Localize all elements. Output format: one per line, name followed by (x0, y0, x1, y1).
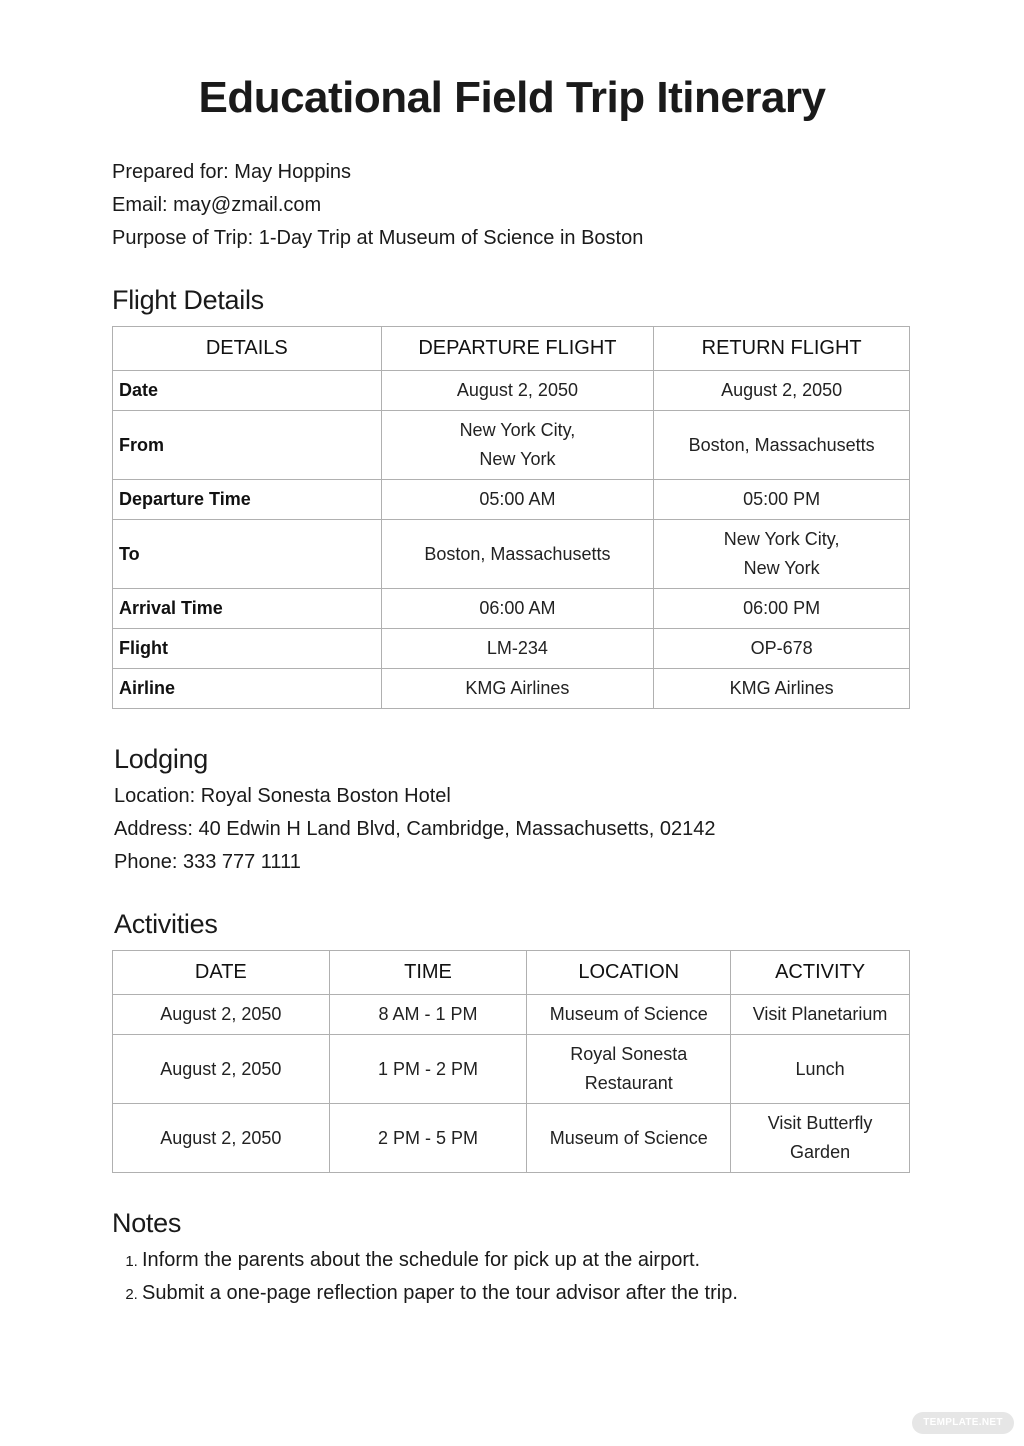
column-header: LOCATION (527, 951, 731, 995)
table-row (113, 520, 910, 589)
table-header-row (113, 327, 910, 371)
column-header: RETURN FLIGHT (654, 327, 910, 371)
table-row (113, 371, 910, 411)
lodging-location: Location: Royal Sonesta Boston Hotel (114, 785, 451, 807)
return-cell: OP-678 (654, 629, 910, 669)
cell-line: New York City, (723, 529, 840, 549)
return-cell: 05:00 PM (654, 480, 910, 520)
cell-line: New York (743, 558, 820, 578)
date-cell: August 2, 2050 (113, 1035, 330, 1104)
lodging-info (114, 780, 715, 879)
activity-cell: Visit Planetarium (731, 995, 910, 1035)
column-header: TIME (329, 951, 527, 995)
table-row (113, 995, 910, 1035)
table-row (113, 669, 910, 709)
column-header: DETAILS (113, 327, 382, 371)
lodging-phone: Phone: 333 777 1111 (114, 851, 301, 873)
lodging-address: Address: 40 Edwin H Land Blvd, Cambridge, Massachusetts, 02142 (114, 818, 716, 840)
activities-heading: Activities (114, 909, 218, 939)
template-watermark: TEMPLATE.NET (912, 1412, 1014, 1434)
time-cell: 1 PM - 2 PM (329, 1035, 527, 1104)
departure-cell: KMG Airlines (381, 669, 654, 709)
list-item: 1. Inform the parents about the schedule for pick up at the airport. (142, 1244, 738, 1277)
activity-cell (731, 1104, 910, 1173)
cell-line: New York City, (459, 420, 576, 440)
cell-line: Royal Sonesta (570, 1044, 688, 1064)
row-label: To (113, 520, 382, 589)
cell-line: New York (479, 449, 556, 469)
column-header: ACTIVITY (731, 951, 910, 995)
row-label: Flight (113, 629, 382, 669)
departure-cell: August 2, 2050 (381, 371, 654, 411)
column-header: DEPARTURE FLIGHT (381, 327, 654, 371)
row-label: Date (113, 371, 382, 411)
notes-heading: Notes (112, 1208, 182, 1238)
row-label: Airline (113, 669, 382, 709)
return-cell: KMG Airlines (654, 669, 910, 709)
prepared-for: Prepared for: May Hoppins (112, 161, 352, 183)
activities-table (112, 950, 910, 1173)
cell-line: Garden (790, 1142, 851, 1162)
date-cell: August 2, 2050 (113, 995, 330, 1035)
cell-line: Restaurant (584, 1073, 673, 1093)
list-item: 2. Submit a one-page reflection paper to the tour advisor after the trip. (142, 1277, 738, 1310)
time-cell: 8 AM - 1 PM (329, 995, 527, 1035)
return-cell: 06:00 PM (654, 589, 910, 629)
departure-cell: 05:00 AM (381, 480, 654, 520)
notes-list (112, 1244, 738, 1310)
location-cell: Museum of Science (527, 995, 731, 1035)
table-row (113, 1104, 910, 1173)
time-cell: 2 PM - 5 PM (329, 1104, 527, 1173)
flight-details-table (112, 326, 910, 709)
table-row (113, 589, 910, 629)
flight-details-heading: Flight Details (112, 285, 264, 315)
page-title: Educational Field Trip Itinerary (198, 73, 826, 122)
date-cell: August 2, 2050 (113, 1104, 330, 1173)
departure-cell: Boston, Massachusetts (381, 520, 654, 589)
activity-cell: Lunch (731, 1035, 910, 1104)
return-cell (654, 520, 910, 589)
trip-purpose: Purpose of Trip: 1-Day Trip at Museum of Science in Boston (112, 227, 644, 249)
departure-cell (381, 411, 654, 480)
return-cell: Boston, Massachusetts (654, 411, 910, 480)
table-header-row (113, 951, 910, 995)
row-label: Departure Time (113, 480, 382, 520)
table-row (113, 629, 910, 669)
cell-line: Visit Butterfly (767, 1113, 873, 1133)
email: Email: may@zmail.com (112, 194, 322, 216)
row-label: Arrival Time (113, 589, 382, 629)
table-row (113, 1035, 910, 1104)
departure-cell: LM-234 (381, 629, 654, 669)
column-header: DATE (113, 951, 330, 995)
lodging-heading: Lodging (114, 744, 208, 774)
departure-cell: 06:00 AM (381, 589, 654, 629)
row-label: From (113, 411, 382, 480)
table-row (113, 411, 910, 480)
table-row (113, 480, 910, 520)
trip-info (112, 156, 643, 255)
location-cell: Museum of Science (527, 1104, 731, 1173)
return-cell: August 2, 2050 (654, 371, 910, 411)
location-cell (527, 1035, 731, 1104)
